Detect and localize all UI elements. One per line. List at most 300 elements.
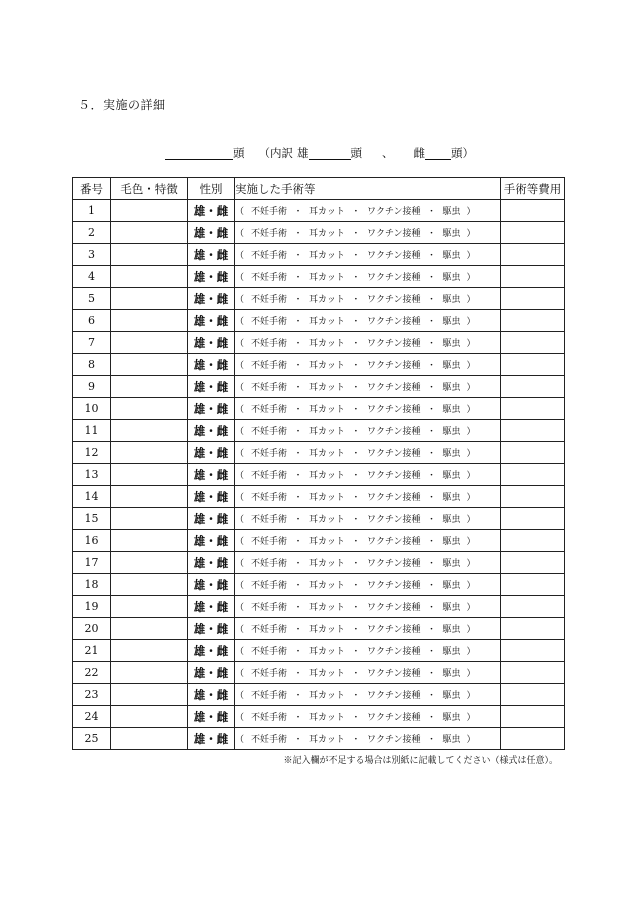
sex-options-cell[interactable]: 雄・雌: [188, 662, 235, 684]
cost-cell[interactable]: [501, 244, 565, 266]
procedure-options-cell[interactable]: [235, 244, 501, 266]
procedure-option[interactable]: 駆虫: [442, 405, 461, 415]
sex-options-cell[interactable]: 雄・雌: [188, 530, 235, 552]
sex-options-cell[interactable]: 雄・雌: [188, 508, 235, 530]
procedure-option[interactable]: 不妊手術: [251, 427, 288, 437]
procedure-options-cell[interactable]: [235, 354, 501, 376]
paren-open: （: [235, 405, 245, 415]
procedure-options-cell[interactable]: [235, 310, 501, 332]
cost-cell[interactable]: [501, 222, 565, 244]
paren-close: ）: [466, 317, 476, 327]
procedure-option[interactable]: 不妊手術: [251, 647, 288, 657]
cost-cell[interactable]: [501, 376, 565, 398]
color-features-cell[interactable]: [111, 552, 188, 574]
sex-options-cell[interactable]: 雄・雌: [188, 398, 235, 420]
option-separator: ・: [426, 625, 436, 635]
option-separator: ・: [293, 515, 303, 525]
table-row: [73, 310, 565, 332]
cost-cell[interactable]: [501, 574, 565, 596]
procedure-option[interactable]: 耳カット: [309, 515, 345, 525]
procedure-option[interactable]: 駆虫: [442, 449, 461, 459]
procedure-option[interactable]: 耳カット: [309, 581, 345, 591]
procedure-option[interactable]: 不妊手術: [251, 449, 288, 459]
header-cost: 手術等費用: [501, 178, 565, 200]
color-features-cell[interactable]: [111, 706, 188, 728]
color-features-cell[interactable]: [111, 244, 188, 266]
procedure-options-cell[interactable]: [235, 508, 501, 530]
procedure-option[interactable]: ワクチン接種: [366, 603, 421, 613]
procedure-option[interactable]: 耳カット: [309, 647, 345, 657]
row-number: 17: [73, 552, 111, 574]
procedure-option[interactable]: ワクチン接種: [366, 669, 421, 679]
table-row: [73, 398, 565, 420]
procedure-option[interactable]: 駆虫: [442, 625, 461, 635]
procedure-option[interactable]: ワクチン接種: [366, 339, 421, 349]
table-row: [73, 596, 565, 618]
procedure-option[interactable]: 駆虫: [442, 207, 461, 217]
paren-open: （: [235, 713, 245, 723]
sex-options-cell[interactable]: 雄・雌: [188, 376, 235, 398]
color-features-cell[interactable]: [111, 420, 188, 442]
sex-options-cell[interactable]: 雄・雌: [188, 596, 235, 618]
table-row: [73, 706, 565, 728]
procedure-option[interactable]: 耳カット: [309, 449, 345, 459]
color-features-cell[interactable]: [111, 354, 188, 376]
procedure-option[interactable]: ワクチン接種: [366, 493, 421, 503]
procedure-option[interactable]: ワクチン接種: [366, 713, 421, 723]
procedure-option[interactable]: 耳カット: [309, 295, 345, 305]
cost-cell[interactable]: [501, 684, 565, 706]
procedure-option[interactable]: 耳カット: [309, 207, 345, 217]
paren-close: ）: [466, 361, 476, 371]
color-features-cell[interactable]: [111, 662, 188, 684]
procedure-options-cell[interactable]: [235, 662, 501, 684]
option-separator: ・: [293, 713, 303, 723]
paren-open: （: [235, 581, 245, 591]
row-number: 9: [73, 376, 111, 398]
procedure-option[interactable]: ワクチン接種: [366, 515, 421, 525]
procedure-options-cell[interactable]: [235, 200, 501, 222]
cost-cell[interactable]: [501, 706, 565, 728]
paren-close: ）: [466, 493, 476, 503]
sex-options-cell[interactable]: 雄・雌: [188, 552, 235, 574]
color-features-cell[interactable]: [111, 508, 188, 530]
procedure-options-cell[interactable]: [235, 288, 501, 310]
paren-open: （: [235, 339, 245, 349]
sex-options-cell[interactable]: 雄・雌: [188, 310, 235, 332]
procedure-option[interactable]: 不妊手術: [251, 229, 288, 239]
paren-open: （: [235, 559, 245, 569]
sex-options-cell[interactable]: 雄・雌: [188, 728, 235, 750]
option-separator: ・: [426, 207, 436, 217]
procedure-option[interactable]: 耳カット: [309, 713, 345, 723]
procedure-options-cell[interactable]: [235, 464, 501, 486]
procedure-option[interactable]: ワクチン接種: [366, 361, 421, 371]
paren-open: （: [235, 537, 245, 547]
option-separator: ・: [293, 295, 303, 305]
row-number: 3: [73, 244, 111, 266]
procedure-option[interactable]: 駆虫: [442, 713, 461, 723]
color-features-cell[interactable]: [111, 618, 188, 640]
procedure-options-cell[interactable]: [235, 442, 501, 464]
cost-cell[interactable]: [501, 728, 565, 750]
option-separator: ・: [293, 251, 303, 261]
row-number: 18: [73, 574, 111, 596]
procedure-option[interactable]: 不妊手術: [251, 713, 288, 723]
procedure-option[interactable]: 耳カット: [309, 339, 345, 349]
procedure-option[interactable]: 不妊手術: [251, 339, 288, 349]
total-heads-blank[interactable]: [165, 146, 233, 160]
procedure-option[interactable]: ワクチン接種: [366, 537, 421, 547]
color-features-cell[interactable]: [111, 442, 188, 464]
procedure-option[interactable]: ワクチン接種: [366, 317, 421, 327]
cost-cell[interactable]: [501, 398, 565, 420]
color-features-cell[interactable]: [111, 464, 188, 486]
procedure-option[interactable]: 駆虫: [442, 229, 461, 239]
procedure-option[interactable]: 耳カット: [309, 383, 345, 393]
color-features-cell[interactable]: [111, 640, 188, 662]
procedure-option[interactable]: 駆虫: [442, 537, 461, 547]
procedure-option[interactable]: 耳カット: [309, 427, 345, 437]
cost-cell[interactable]: [501, 288, 565, 310]
procedure-option[interactable]: 耳カット: [309, 229, 345, 239]
procedure-option[interactable]: ワクチン接種: [366, 207, 421, 217]
procedure-options-cell[interactable]: [235, 332, 501, 354]
option-separator: ・: [293, 405, 303, 415]
option-separator: ・: [293, 383, 303, 393]
option-separator: ・: [293, 339, 303, 349]
sex-options-cell[interactable]: 雄・雌: [188, 684, 235, 706]
paren-open: （: [235, 229, 245, 239]
procedure-option[interactable]: 駆虫: [442, 669, 461, 679]
table-row: [73, 442, 565, 464]
option-separator: ・: [426, 229, 436, 239]
color-features-cell[interactable]: [111, 200, 188, 222]
procedure-option[interactable]: 駆虫: [442, 251, 461, 261]
procedure-option[interactable]: ワクチン接種: [366, 559, 421, 569]
procedure-option[interactable]: ワクチン接種: [366, 625, 421, 635]
procedure-option[interactable]: 耳カット: [309, 493, 345, 503]
option-separator: ・: [351, 581, 361, 591]
procedure-option[interactable]: 耳カット: [309, 471, 345, 481]
sex-options-cell[interactable]: 雄・雌: [188, 486, 235, 508]
row-number: 7: [73, 332, 111, 354]
procedure-option[interactable]: 駆虫: [442, 493, 461, 503]
paren-close: ）: [466, 581, 476, 591]
procedure-option[interactable]: 駆虫: [442, 295, 461, 305]
male-heads-blank[interactable]: [309, 146, 351, 160]
procedure-option[interactable]: ワクチン接種: [366, 295, 421, 305]
table-row: [73, 684, 565, 706]
paren-close: ）: [466, 713, 476, 723]
table-row: [73, 552, 565, 574]
cost-cell[interactable]: [501, 486, 565, 508]
procedure-option[interactable]: 不妊手術: [251, 251, 288, 261]
procedure-option[interactable]: ワクチン接種: [366, 427, 421, 437]
cost-cell[interactable]: [501, 662, 565, 684]
option-separator: ・: [426, 273, 436, 283]
option-separator: ・: [351, 515, 361, 525]
procedure-option[interactable]: 駆虫: [442, 471, 461, 481]
sex-options-cell[interactable]: 雄・雌: [188, 266, 235, 288]
color-features-cell[interactable]: [111, 376, 188, 398]
option-separator: ・: [351, 603, 361, 613]
procedure-option[interactable]: 不妊手術: [251, 273, 288, 283]
sex-options-cell[interactable]: 雄・雌: [188, 244, 235, 266]
row-number: 6: [73, 310, 111, 332]
procedure-option[interactable]: 不妊手術: [251, 581, 288, 591]
procedure-options-cell[interactable]: [235, 684, 501, 706]
procedure-options-cell[interactable]: [235, 398, 501, 420]
option-separator: ・: [351, 229, 361, 239]
paren-open: （: [235, 603, 245, 613]
color-features-cell[interactable]: [111, 486, 188, 508]
female-heads-blank[interactable]: [425, 146, 451, 160]
procedure-option[interactable]: 不妊手術: [251, 625, 288, 635]
procedure-option[interactable]: 不妊手術: [251, 537, 288, 547]
cost-cell[interactable]: [501, 266, 565, 288]
row-number: 16: [73, 530, 111, 552]
sex-options-cell[interactable]: 雄・雌: [188, 640, 235, 662]
paren-open: （: [235, 515, 245, 525]
procedure-option[interactable]: 耳カット: [309, 273, 345, 283]
cost-cell[interactable]: [501, 442, 565, 464]
option-separator: ・: [351, 339, 361, 349]
option-separator: ・: [426, 647, 436, 657]
table-header-row: [73, 178, 565, 200]
procedure-option[interactable]: 駆虫: [442, 361, 461, 371]
color-features-cell[interactable]: [111, 222, 188, 244]
option-separator: ・: [426, 537, 436, 547]
sex-options-cell[interactable]: 雄・雌: [188, 574, 235, 596]
color-features-cell[interactable]: [111, 310, 188, 332]
procedure-options-cell[interactable]: [235, 420, 501, 442]
procedure-option[interactable]: 駆虫: [442, 603, 461, 613]
option-separator: ・: [426, 581, 436, 591]
option-separator: ・: [293, 625, 303, 635]
table-row: [73, 244, 565, 266]
procedure-option[interactable]: 駆虫: [442, 273, 461, 283]
option-separator: ・: [293, 647, 303, 657]
option-separator: ・: [293, 669, 303, 679]
cost-cell[interactable]: [501, 420, 565, 442]
procedure-option[interactable]: 耳カット: [309, 251, 345, 261]
cost-cell[interactable]: [501, 310, 565, 332]
cost-cell[interactable]: [501, 530, 565, 552]
procedure-options-cell[interactable]: [235, 552, 501, 574]
procedure-option[interactable]: ワクチン接種: [366, 581, 421, 591]
procedure-option[interactable]: 耳カット: [309, 625, 345, 635]
paren-close: ）: [466, 449, 476, 459]
procedure-option[interactable]: 不妊手術: [251, 515, 288, 525]
procedure-option[interactable]: 駆虫: [442, 735, 461, 745]
paren-close: ）: [466, 647, 476, 657]
procedure-option[interactable]: 不妊手術: [251, 559, 288, 569]
sex-options-cell[interactable]: 雄・雌: [188, 354, 235, 376]
procedure-option[interactable]: 駆虫: [442, 427, 461, 437]
paren-open: （: [235, 669, 245, 679]
procedure-option[interactable]: 不妊手術: [251, 471, 288, 481]
row-number: 13: [73, 464, 111, 486]
procedure-option[interactable]: 駆虫: [442, 515, 461, 525]
color-features-cell[interactable]: [111, 728, 188, 750]
color-features-cell[interactable]: [111, 684, 188, 706]
procedure-option[interactable]: 耳カット: [309, 405, 345, 415]
color-features-cell[interactable]: [111, 266, 188, 288]
paren-open: （: [235, 251, 245, 261]
option-separator: ・: [351, 361, 361, 371]
row-number: 15: [73, 508, 111, 530]
procedure-option[interactable]: ワクチン接種: [366, 449, 421, 459]
procedure-option[interactable]: 耳カット: [309, 537, 345, 547]
cost-cell[interactable]: [501, 200, 565, 222]
row-number: 10: [73, 398, 111, 420]
procedure-option[interactable]: 不妊手術: [251, 317, 288, 327]
procedure-options-cell[interactable]: [235, 222, 501, 244]
table-row: [73, 530, 565, 552]
cost-cell[interactable]: [501, 332, 565, 354]
procedure-option[interactable]: 耳カット: [309, 669, 345, 679]
header-number: 番号: [73, 178, 111, 200]
procedure-option[interactable]: 不妊手術: [251, 603, 288, 613]
option-separator: ・: [426, 427, 436, 437]
sex-options-cell[interactable]: 雄・雌: [188, 200, 235, 222]
procedure-options-cell[interactable]: [235, 640, 501, 662]
procedure-options-cell[interactable]: [235, 486, 501, 508]
color-features-cell[interactable]: [111, 596, 188, 618]
procedure-option[interactable]: 不妊手術: [251, 383, 288, 393]
procedure-option[interactable]: 駆虫: [442, 317, 461, 327]
procedure-options-cell[interactable]: [235, 706, 501, 728]
paren-close: ）: [466, 295, 476, 305]
procedure-option[interactable]: 不妊手術: [251, 735, 288, 745]
table-row: [73, 376, 565, 398]
color-features-cell[interactable]: [111, 288, 188, 310]
procedure-option[interactable]: 駆虫: [442, 339, 461, 349]
procedure-option[interactable]: 不妊手術: [251, 493, 288, 503]
cost-cell[interactable]: [501, 640, 565, 662]
option-separator: ・: [426, 361, 436, 371]
option-separator: ・: [351, 405, 361, 415]
procedure-option[interactable]: 駆虫: [442, 647, 461, 657]
procedure-option[interactable]: 耳カット: [309, 691, 345, 701]
option-separator: ・: [426, 471, 436, 481]
cost-cell[interactable]: [501, 596, 565, 618]
sex-options-cell[interactable]: 雄・雌: [188, 464, 235, 486]
color-features-cell[interactable]: [111, 530, 188, 552]
option-separator: ・: [351, 691, 361, 701]
paren-open: （: [235, 735, 245, 745]
paren-close: ）: [466, 625, 476, 635]
procedure-option[interactable]: ワクチン接種: [366, 735, 421, 745]
option-separator: ・: [351, 647, 361, 657]
procedure-option[interactable]: 不妊手術: [251, 361, 288, 371]
paren-open: （: [235, 471, 245, 481]
option-separator: ・: [351, 713, 361, 723]
procedure-option[interactable]: ワクチン接種: [366, 229, 421, 239]
cost-cell[interactable]: [501, 552, 565, 574]
procedure-option[interactable]: 耳カット: [309, 603, 345, 613]
procedure-option[interactable]: 不妊手術: [251, 405, 288, 415]
row-number: 21: [73, 640, 111, 662]
procedure-option[interactable]: 耳カット: [309, 559, 345, 569]
color-features-cell[interactable]: [111, 332, 188, 354]
row-number: 22: [73, 662, 111, 684]
procedure-options-cell[interactable]: [235, 574, 501, 596]
option-separator: ・: [351, 493, 361, 503]
procedure-option[interactable]: 耳カット: [309, 735, 345, 745]
paren-close: ）: [466, 537, 476, 547]
procedure-option[interactable]: 駆虫: [442, 559, 461, 569]
procedure-option[interactable]: ワクチン接種: [366, 273, 421, 283]
paren-close: ）: [466, 603, 476, 613]
sex-options-cell[interactable]: 雄・雌: [188, 332, 235, 354]
procedure-option[interactable]: ワクチン接種: [366, 405, 421, 415]
cost-cell[interactable]: [501, 508, 565, 530]
procedure-option[interactable]: 駆虫: [442, 691, 461, 701]
option-separator: ・: [351, 559, 361, 569]
procedure-option[interactable]: 不妊手術: [251, 691, 288, 701]
procedure-option[interactable]: ワクチン接種: [366, 383, 421, 393]
procedure-options-cell[interactable]: [235, 530, 501, 552]
option-separator: ・: [426, 405, 436, 415]
procedure-option[interactable]: 不妊手術: [251, 295, 288, 305]
sex-options-cell[interactable]: 雄・雌: [188, 288, 235, 310]
procedure-option[interactable]: 耳カット: [309, 317, 345, 327]
option-separator: ・: [426, 603, 436, 613]
procedure-options-cell[interactable]: [235, 376, 501, 398]
option-separator: ・: [351, 251, 361, 261]
procedure-options-cell[interactable]: [235, 266, 501, 288]
option-separator: ・: [351, 383, 361, 393]
sex-options-cell[interactable]: 雄・雌: [188, 706, 235, 728]
color-features-cell[interactable]: [111, 398, 188, 420]
procedure-option[interactable]: 不妊手術: [251, 207, 288, 217]
procedure-options-cell[interactable]: [235, 728, 501, 750]
option-separator: ・: [293, 471, 303, 481]
procedure-option[interactable]: 耳カット: [309, 361, 345, 371]
sex-options-cell[interactable]: 雄・雌: [188, 442, 235, 464]
cost-cell[interactable]: [501, 464, 565, 486]
sex-options-cell[interactable]: 雄・雌: [188, 222, 235, 244]
color-features-cell[interactable]: [111, 574, 188, 596]
option-separator: ・: [426, 383, 436, 393]
row-number: 5: [73, 288, 111, 310]
procedure-options-cell[interactable]: [235, 618, 501, 640]
row-number: 2: [73, 222, 111, 244]
procedure-option[interactable]: 駆虫: [442, 383, 461, 393]
sex-options-cell[interactable]: 雄・雌: [188, 420, 235, 442]
paren-close: ）: [466, 559, 476, 569]
procedure-option[interactable]: 駆虫: [442, 581, 461, 591]
procedure-option[interactable]: ワクチン接種: [366, 471, 421, 481]
option-separator: ・: [293, 229, 303, 239]
male-label: 雄: [297, 146, 309, 160]
sex-options-cell[interactable]: 雄・雌: [188, 618, 235, 640]
procedure-option[interactable]: ワクチン接種: [366, 251, 421, 261]
paren-close: ）: [466, 405, 476, 415]
paren-open: （: [235, 493, 245, 503]
cost-cell[interactable]: [501, 354, 565, 376]
procedure-option[interactable]: ワクチン接種: [366, 691, 421, 701]
procedure-option[interactable]: 不妊手術: [251, 669, 288, 679]
procedure-options-cell[interactable]: [235, 596, 501, 618]
option-separator: ・: [293, 273, 303, 283]
cost-cell[interactable]: [501, 618, 565, 640]
option-separator: ・: [426, 713, 436, 723]
paren-open: （: [235, 427, 245, 437]
procedure-option[interactable]: ワクチン接種: [366, 647, 421, 657]
